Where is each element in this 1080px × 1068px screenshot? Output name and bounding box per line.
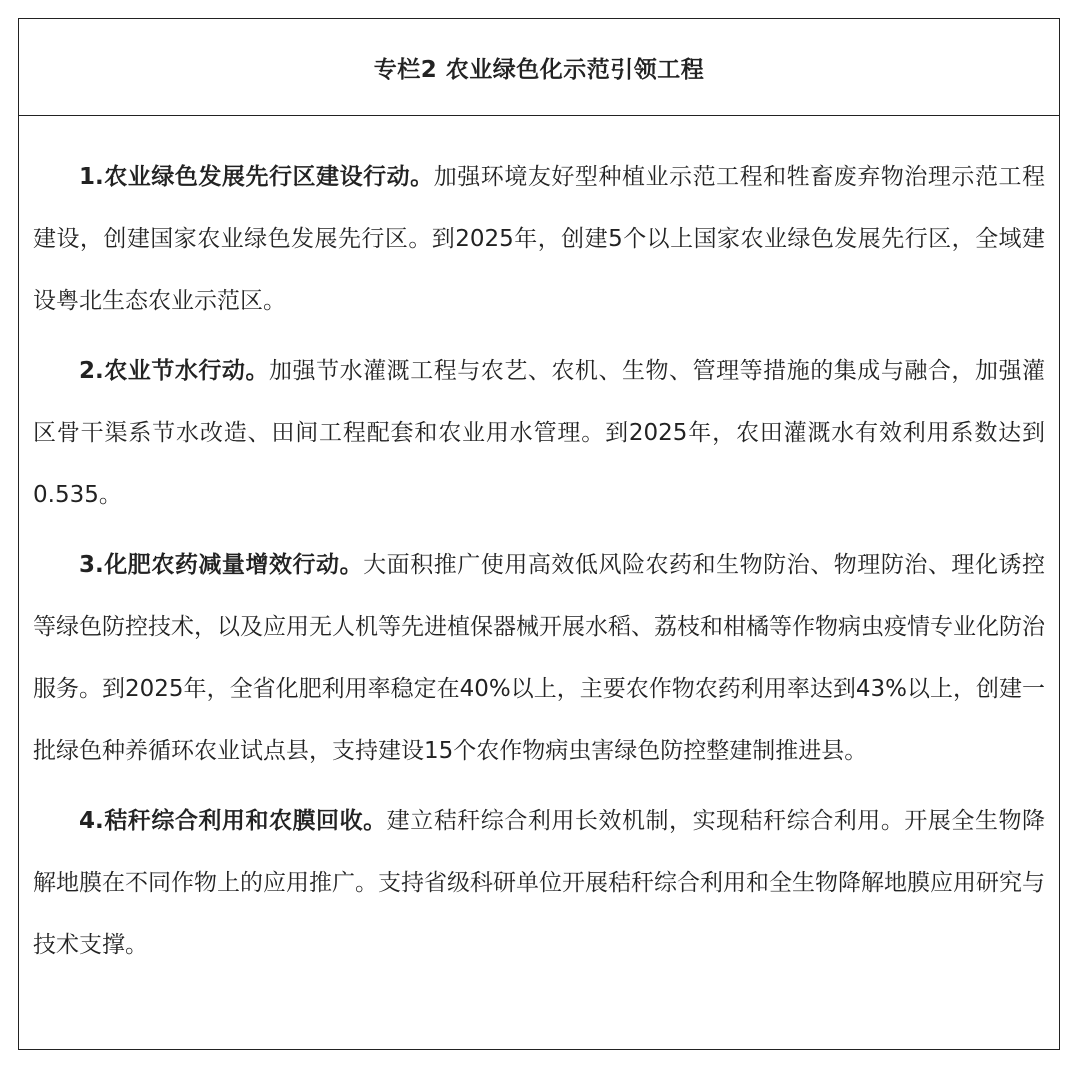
- column-title: 专栏2 农业绿色化示范引领工程: [373, 56, 705, 83]
- paragraph-lead: 2.农业节水行动。: [79, 358, 269, 384]
- column-box: [18, 18, 1060, 1050]
- paragraph-lead: 1.农业绿色发展先行区建设行动。: [79, 164, 434, 190]
- paragraph-green-development-zone: [33, 146, 1045, 332]
- paragraph-text: 加强环境友好型种植业示范工程和牲畜废弃物治理示范工程建设，创建国家农业绿色发展先行区。到2025年，创建5个以上国家农业绿色发展先行区，全域建设粤北生态农业示范区。: [33, 164, 1045, 314]
- paragraph-lead: 3.化肥农药减量增效行动。: [79, 552, 364, 578]
- column-body: [19, 116, 1059, 976]
- paragraph-text: 建立秸秆综合利用长效机制，实现秸秆综合利用。开展全生物降解地膜在不同作物上的应用推广。支持省级科研单位开展秸秆综合利用和全生物降解地膜应用研究与技术支撑。: [33, 808, 1045, 958]
- paragraph-fertilizer-pesticide: [33, 534, 1045, 782]
- paragraph-water-saving: [33, 340, 1045, 526]
- paragraph-straw-film: [33, 790, 1045, 976]
- paragraph-lead: 4.秸秆综合利用和农膜回收。: [79, 808, 387, 834]
- paragraph-text: 加强节水灌溉工程与农艺、农机、生物、管理等措施的集成与融合，加强灌区骨干渠系节水改造、田间工程配套和农业用水管理。到2025年，农田灌溉水有效利用系数达到0.535。: [33, 358, 1045, 508]
- column-header: [19, 19, 1059, 116]
- paragraph-text: 大面积推广使用高效低风险农药和生物防治、物理防治、理化诱控等绿色防控技术，以及应用无人机等先进植保器械开展水稻、荔枝和柑橘等作物病虫疫情专业化防治服务。到2025年，全省化肥利用率稳定在40%以上，主要农作物农药利用率达到43%以上，创建一批绿色种养循环农业试点县，支持建设15个农作物病虫害绿色防控整建制推进县。: [33, 552, 1045, 764]
